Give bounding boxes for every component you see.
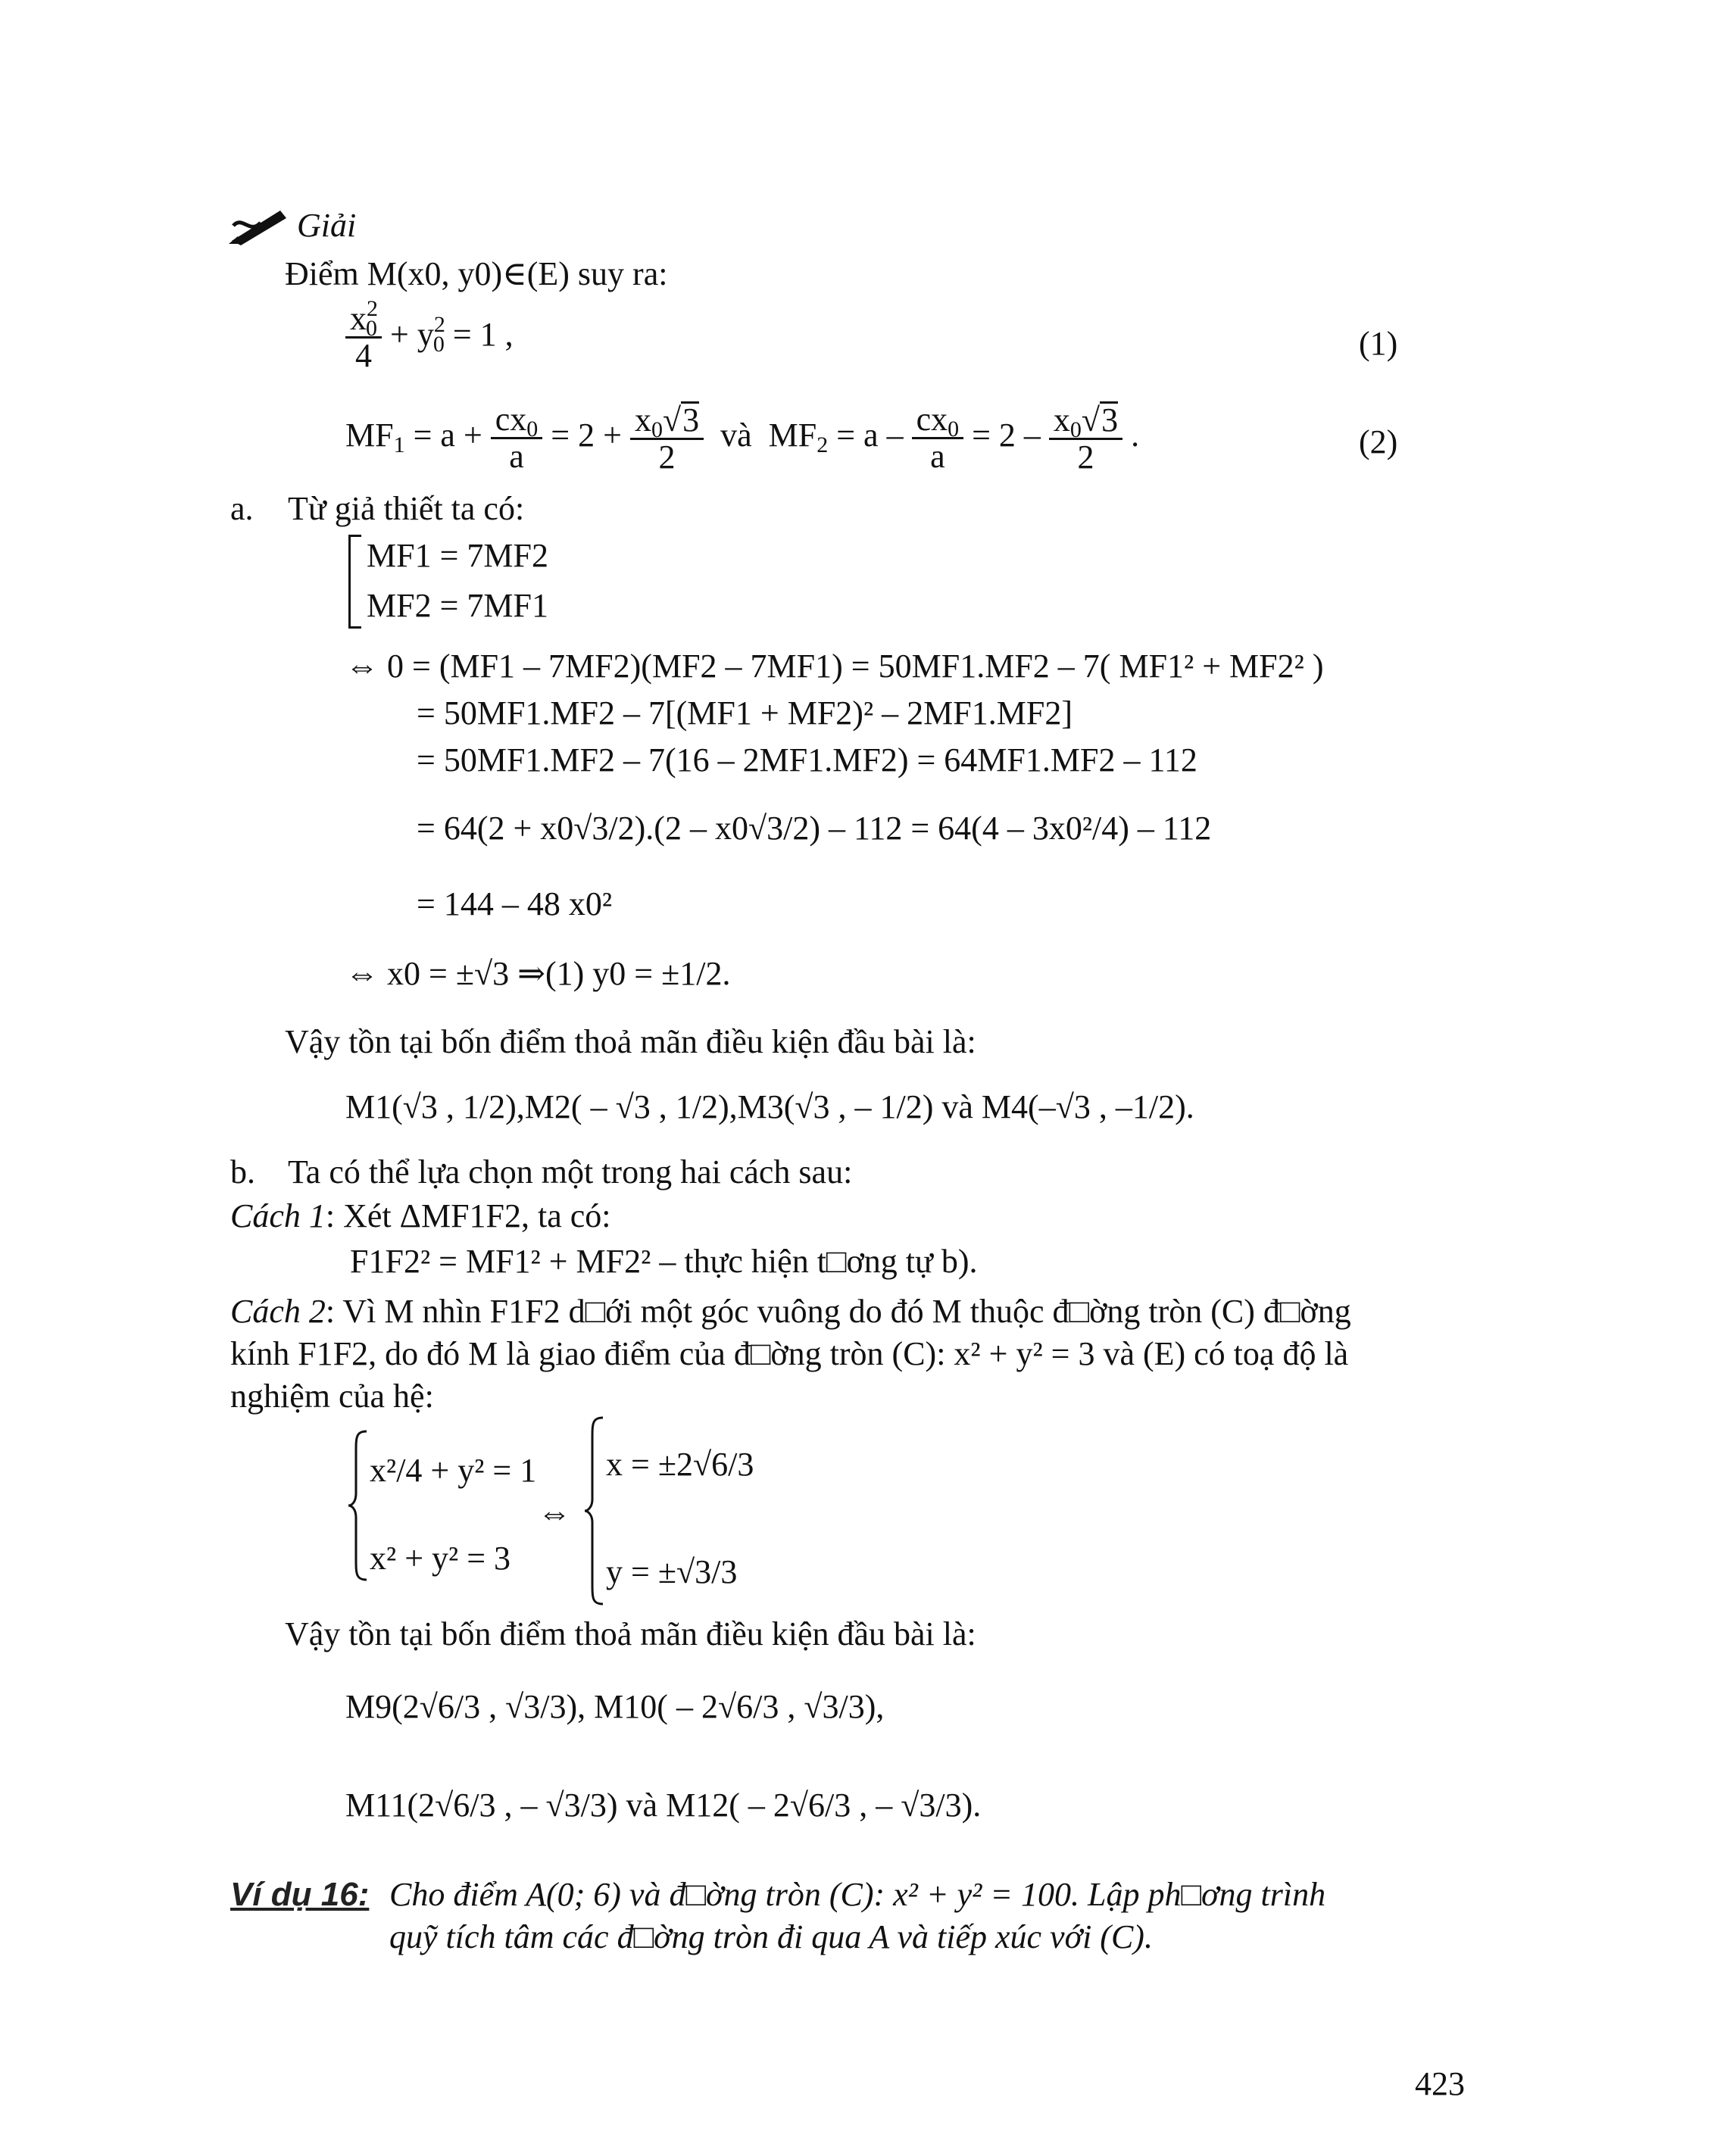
part-a-label: a. (230, 490, 254, 527)
system-b-left-row-1: x²/4 + y² = 1 (370, 1452, 537, 1489)
derivation-line-4: = 64(2 + x0√3/2).(2 – x0√3/2) – 112 = 64(4 – 3x0²/4) – 112 (417, 810, 1212, 847)
page-number: 423 (1415, 2065, 1465, 2102)
pencil-icon (227, 204, 288, 253)
method-2-line-2: kính F1F2, do đó M là giao điểm của đ□ờng tròn (C): x² + y² = 3 và (E) có toạ độ là (230, 1335, 1349, 1372)
conclusion-a-text: Vậy tồn tại bốn điểm thoả mãn điều kiện đầu bài là: (285, 1023, 976, 1060)
derivation-line-3: = 50MF1.MF2 – 7(16 – 2MF1.MF2) = 64MF1.MF2 – 112 (417, 741, 1197, 779)
part-b-text: Ta có thể lựa chọn một trong hai cách sau: (288, 1153, 853, 1191)
method-2-line-3: nghiệm của hệ: (230, 1378, 434, 1415)
derivation-line-1: ⇔ 0 = (MF1 – 7MF2)(MF2 – 7MF1) = 50MF1.MF2 – 7( MF1² + MF2² ) (345, 648, 1324, 685)
conclusion-b-row-2: M11(2√6/3 , – √3/3) và M12( – 2√6/3 , – √3/3). (345, 1787, 982, 1824)
part-b-label: b. (230, 1153, 255, 1191)
system-bracket (348, 535, 361, 629)
equation-1-tag: (1) (1359, 325, 1398, 362)
method-1-line: Cách 1: Xét ΔMF1F2, ta có: (230, 1197, 611, 1234)
example-line-1: Cho điểm A(0; 6) và đ□ờng tròn (C): x² + y² = 100. Lập ph□ơng trình (389, 1876, 1326, 1913)
system-a-row-1: MF1 = 7MF2 (367, 537, 549, 574)
part-a-text: Từ giả thiết ta có: (288, 490, 525, 527)
system-b-left-row-2: x² + y² = 3 (370, 1540, 511, 1577)
conclusion-b-row-1: M9(2√6/3 , √3/3), M10( – 2√6/3 , √3/3), (345, 1688, 885, 1725)
derivation-line-2: = 50MF1.MF2 – 7[(MF1 + MF2)² – 2MF1.MF2] (417, 694, 1073, 732)
derivation-line-6: ⇔ x0 = ±√3 ⇒(1) y0 = ±1/2. (345, 955, 731, 992)
system-b-right-row-2: y = ±√3/3 (606, 1553, 738, 1590)
system-right-brace (583, 1416, 606, 1606)
equivalence-arrow: ⇔ (538, 1494, 571, 1531)
equation-2: MF1 = a + $\frac{cx0}{a}$ = 2 + $\frac{x0√3}{2}$ và MF2 = a – $\frac{cx0}{a}$ = 2 – $\frac{x0√3}{2}$ . (345, 401, 1140, 476)
method-1-formula: F1F2² = MF1² + MF2² – thực hiện t□ơng tự b). (350, 1243, 978, 1280)
system-left-brace (347, 1430, 370, 1581)
conclusion-b-text: Vậy tồn tại bốn điểm thoả mãn điều kiện đầu bài là: (285, 1615, 976, 1652)
solution-heading: Giải (297, 207, 357, 244)
intro-line: Điểm M(x0, y0)∈(E) suy ra: (285, 255, 668, 292)
equation-1: $\frac{x^20}{4}$ + $y^20 = 1$ , (345, 301, 514, 373)
conclusion-a-points: M1(√3 , 1/2),M2( – √3 , 1/2),M3(√3 , – 1/2) và M4(–√3 , –1/2). (345, 1088, 1194, 1125)
derivation-line-5: = 144 – 48 x0² (417, 885, 613, 922)
system-b-right-row-1: x = ±2√6/3 (606, 1446, 754, 1483)
method-2-line-1: Cách 2: Vì M nhìn F1F2 d□ới một góc vuông do đó M thuộc đ□ờng tròn (C) đ□ờng (230, 1293, 1351, 1330)
example-label: Ví dụ 16: (230, 1876, 370, 1913)
system-a-row-2: MF2 = 7MF1 (367, 587, 549, 624)
equation-2-tag: (2) (1359, 423, 1398, 460)
example-line-2: quỹ tích tâm các đ□ờng tròn đi qua A và tiếp xúc với (C). (389, 1918, 1153, 1955)
